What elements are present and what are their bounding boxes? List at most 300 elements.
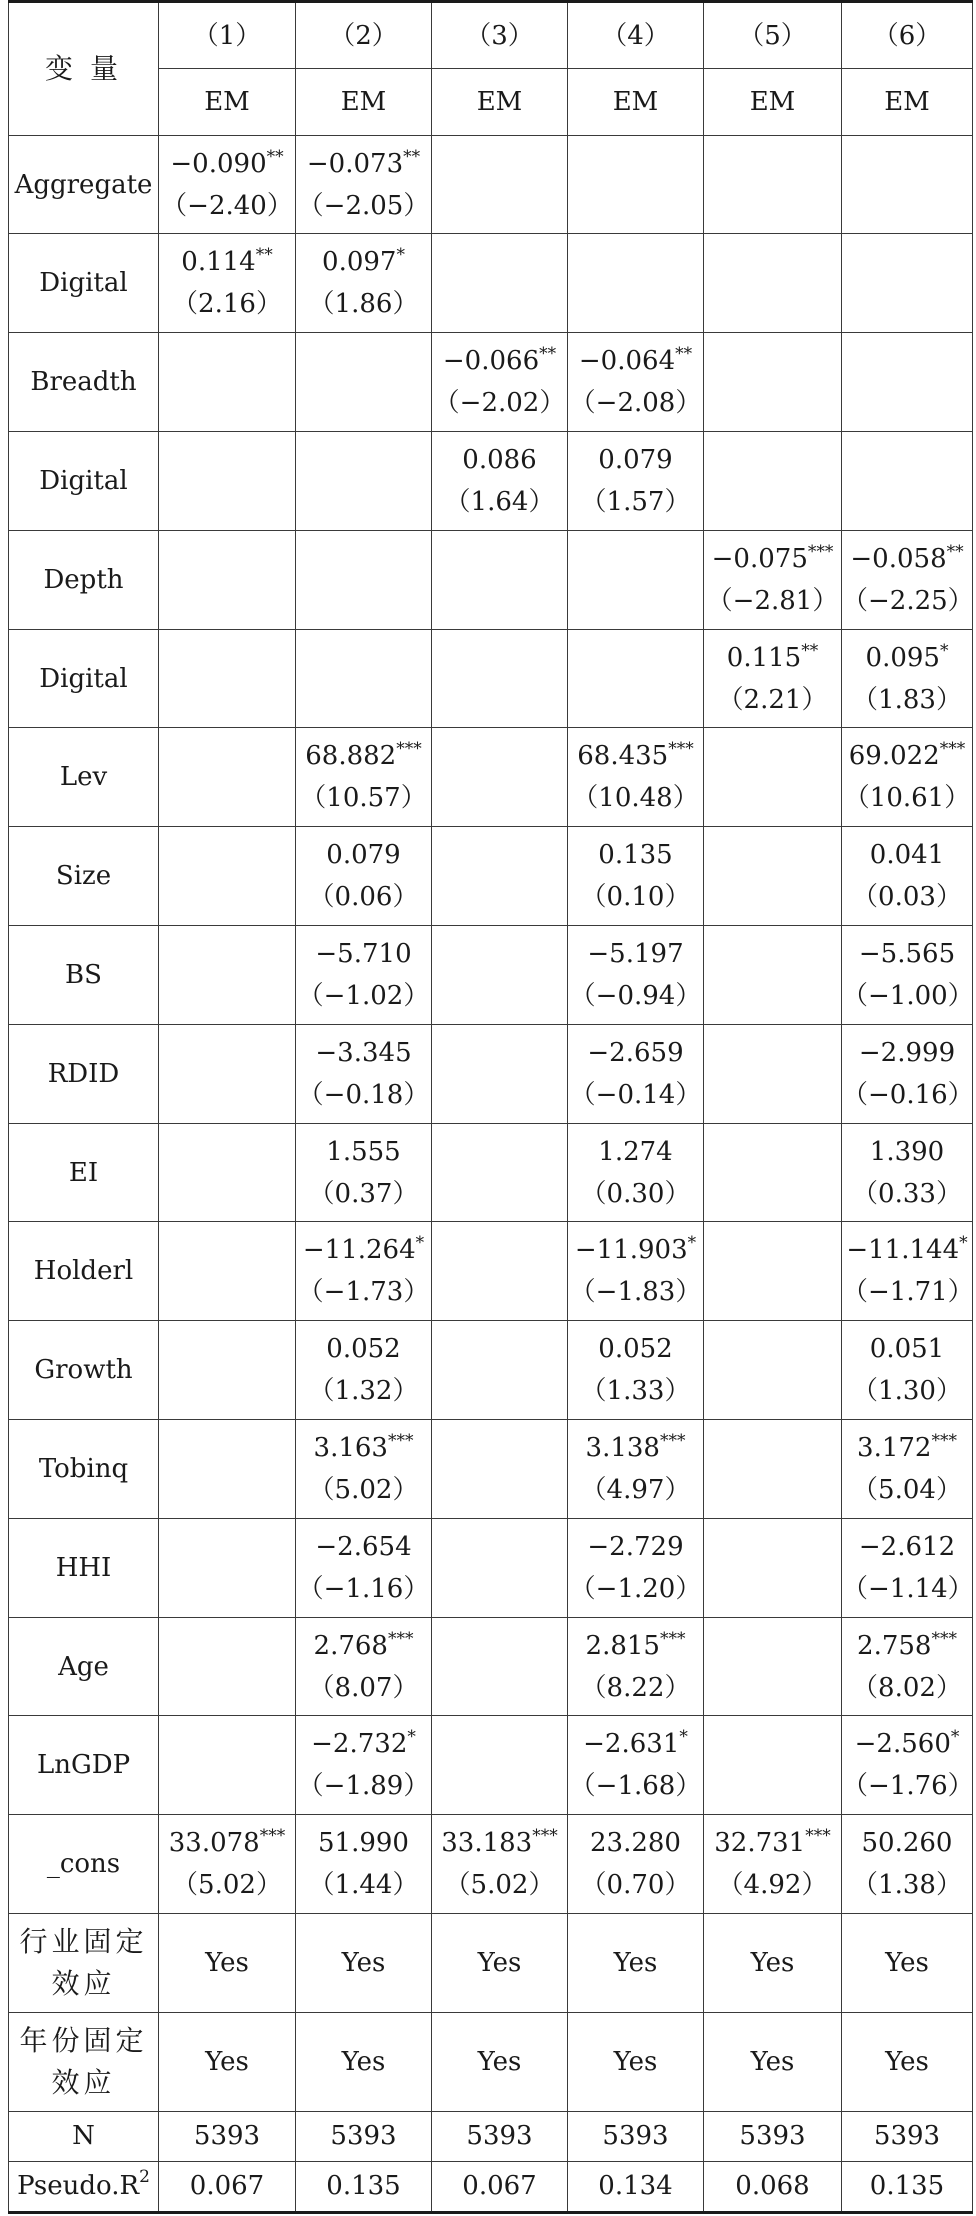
coefficient-value: −2.612	[858, 1531, 956, 1562]
t-statistic: （0.70）	[580, 1870, 691, 1901]
coefficient-value: −2.631	[583, 1729, 680, 1760]
coefficient-cell	[432, 530, 568, 629]
significance-stars: *	[687, 1233, 697, 1254]
coefficient-value: 32.731	[714, 1828, 806, 1859]
coefficient-line	[842, 1526, 972, 1568]
coefficient-cell	[704, 1518, 842, 1617]
coefficient-cell	[296, 827, 432, 926]
coefficient-line	[568, 735, 703, 777]
coefficient-cell	[568, 432, 704, 531]
t-statistic: （0.33）	[852, 1178, 962, 1209]
coefficient-line	[296, 1625, 431, 1667]
statistic-value: 5393	[159, 2111, 296, 2161]
significance-stars: **	[403, 146, 421, 167]
column-number-header: （2）	[296, 2, 432, 69]
column-number-header: （5）	[704, 2, 842, 69]
fixed-effect-label-line1: 年份固定	[19, 2023, 148, 2057]
statistic-label	[9, 2161, 159, 2212]
coefficient-row	[9, 1420, 973, 1519]
coefficient-value: −0.073	[306, 148, 404, 179]
row-label: RDID	[9, 1024, 159, 1123]
coefficient-cell	[432, 234, 568, 333]
header-row-columns	[9, 2, 973, 69]
coefficient-cell	[704, 1420, 842, 1519]
coefficient-line	[568, 1328, 703, 1370]
coefficient-value: 0.114	[181, 247, 256, 278]
coefficient-cell	[432, 1716, 568, 1815]
coefficient-value: 0.052	[326, 1334, 401, 1365]
coefficient-cell	[432, 1123, 568, 1222]
significance-stars: *	[950, 1727, 960, 1748]
coefficient-cell	[296, 530, 432, 629]
coefficient-cell	[432, 1321, 568, 1420]
coefficient-cell	[842, 1123, 973, 1222]
coefficient-line	[296, 1822, 431, 1864]
t-statistic: （10.61）	[843, 783, 971, 814]
t-statistic: （5.02）	[172, 1870, 282, 1901]
coefficient-cell	[704, 728, 842, 827]
significance-stars: **	[801, 640, 819, 661]
coefficient-line	[432, 1822, 567, 1864]
coefficient-cell	[704, 926, 842, 1025]
column-number-header: （4）	[568, 2, 704, 69]
significance-stars: ***	[387, 1430, 414, 1451]
dependent-variable-header: EM	[296, 69, 432, 135]
coefficient-value: −0.058	[850, 543, 947, 574]
significance-stars: ***	[387, 1628, 414, 1649]
significance-stars: ***	[931, 1628, 957, 1649]
t-statistic: （2.16）	[172, 289, 282, 320]
t-statistic: （5.02）	[444, 1870, 555, 1901]
coefficient-cell	[296, 1716, 432, 1815]
significance-stars: ***	[939, 739, 966, 760]
t-statistic: （1.44）	[308, 1870, 419, 1901]
coefficient-line	[296, 1723, 431, 1765]
coefficient-cell	[704, 530, 842, 629]
row-label: Growth	[9, 1321, 159, 1420]
coefficient-value: −0.090	[170, 148, 267, 179]
coefficient-cell	[568, 926, 704, 1025]
coefficient-value: −11.903	[574, 1235, 688, 1266]
coefficient-cell	[432, 1617, 568, 1716]
t-statistic: （8.22）	[580, 1672, 691, 1703]
coefficient-cell	[568, 135, 704, 234]
coefficient-cell	[296, 1815, 432, 1914]
coefficient-row	[9, 135, 973, 234]
coefficient-cell	[159, 530, 296, 629]
coefficient-value: 50.260	[861, 1828, 953, 1859]
coefficient-cell	[568, 1222, 704, 1321]
coefficient-cell	[704, 432, 842, 531]
coefficient-cell	[842, 1321, 973, 1420]
coefficient-value: 0.135	[598, 840, 673, 871]
significance-stars: **	[266, 146, 284, 167]
significance-stars: ***	[931, 1430, 957, 1451]
coefficient-row	[9, 1321, 973, 1420]
coefficient-cell	[432, 1222, 568, 1321]
coefficient-row	[9, 926, 973, 1025]
coefficient-cell	[704, 827, 842, 926]
fixed-effect-label-line2: 效应	[51, 2065, 116, 2099]
coefficient-cell	[159, 1716, 296, 1815]
coefficient-line	[296, 1229, 431, 1271]
row-label: Age	[9, 1617, 159, 1716]
coefficient-value: 3.163	[313, 1432, 388, 1463]
statistic-value: 5393	[296, 2111, 432, 2161]
significance-stars: *	[415, 1233, 425, 1254]
coefficient-line	[568, 439, 703, 481]
coefficient-cell	[432, 1420, 568, 1519]
coefficient-line	[159, 143, 295, 185]
coefficient-cell	[432, 432, 568, 531]
coefficient-cell	[704, 1222, 842, 1321]
t-statistic: （−1.20）	[569, 1573, 702, 1604]
coefficient-value: −2.999	[858, 1037, 956, 1068]
significance-stars: *	[407, 1727, 416, 1748]
t-statistic: （−1.83）	[569, 1277, 702, 1308]
statistic-value: 0.067	[432, 2161, 568, 2212]
coefficient-line	[296, 1032, 431, 1074]
coefficient-cell	[704, 1024, 842, 1123]
statistic-label-text: N	[72, 2121, 95, 2152]
t-statistic: （1.57）	[580, 486, 691, 517]
coefficient-line	[568, 1131, 703, 1173]
dependent-variable-header: EM	[159, 69, 296, 135]
t-statistic: （−1.68）	[569, 1771, 702, 1802]
row-label: Depth	[9, 530, 159, 629]
coefficient-cell	[842, 1518, 973, 1617]
coefficient-cell	[704, 234, 842, 333]
fixed-effect-value: Yes	[432, 1914, 568, 2013]
coefficient-cell	[296, 1420, 432, 1519]
coefficient-value: −5.565	[858, 938, 956, 969]
coefficient-line	[842, 933, 972, 975]
t-statistic: （−1.02）	[297, 980, 430, 1011]
coefficient-line	[296, 735, 431, 777]
coefficient-line	[568, 1032, 703, 1074]
t-statistic: （−2.05）	[297, 190, 430, 221]
coefficient-cell	[842, 1815, 973, 1914]
coefficient-cell	[432, 1815, 568, 1914]
coefficient-value: 51.990	[318, 1828, 409, 1859]
coefficient-cell	[568, 1716, 704, 1815]
row-label: Lev	[9, 728, 159, 827]
coefficient-line	[159, 241, 295, 283]
coefficient-value: 3.138	[585, 1432, 660, 1463]
coefficient-cell	[842, 1617, 973, 1716]
coefficient-cell	[159, 1420, 296, 1519]
coefficient-cell	[568, 629, 704, 728]
coefficient-cell	[842, 1420, 973, 1519]
significance-stars: *	[679, 1727, 688, 1748]
coefficient-cell	[159, 333, 296, 432]
coefficient-line	[568, 1526, 703, 1568]
t-statistic: （1.64）	[444, 486, 555, 517]
fixed-effect-value: Yes	[842, 1914, 973, 2013]
coefficient-cell	[159, 1518, 296, 1617]
t-statistic: （4.92）	[717, 1870, 828, 1901]
coefficient-row	[9, 333, 973, 432]
coefficient-value: 0.095	[865, 642, 940, 673]
t-statistic: （−1.16）	[297, 1573, 430, 1604]
t-statistic: （−1.71）	[842, 1277, 974, 1308]
coefficient-value: −5.710	[315, 938, 412, 969]
significance-stars: ***	[668, 739, 694, 760]
coefficient-cell	[568, 333, 704, 432]
t-statistic: （−2.02）	[433, 388, 566, 419]
coefficient-cell	[296, 926, 432, 1025]
row-label: EI	[9, 1123, 159, 1222]
coefficient-cell	[159, 1222, 296, 1321]
coefficient-cell	[432, 827, 568, 926]
coefficient-line	[296, 1131, 431, 1173]
coefficient-cell	[704, 629, 842, 728]
coefficient-row	[9, 1617, 973, 1716]
coefficient-value: 0.041	[869, 840, 945, 871]
coefficient-line	[568, 933, 703, 975]
t-statistic: （−2.25）	[842, 585, 974, 616]
coefficient-cell	[842, 1716, 973, 1815]
coefficient-cell	[568, 728, 704, 827]
fixed-effect-row	[9, 1914, 973, 2013]
coefficient-cell	[159, 728, 296, 827]
coefficient-cell	[296, 1321, 432, 1420]
coefficient-cell	[159, 1123, 296, 1222]
coefficient-cell	[568, 530, 704, 629]
coefficient-value: 1.390	[869, 1136, 945, 1167]
statistic-value: 0.068	[704, 2161, 842, 2212]
coefficient-cell	[704, 135, 842, 234]
coefficient-line	[842, 1427, 972, 1469]
coefficient-cell	[159, 629, 296, 728]
fixed-effect-label-line1: 行业固定	[19, 1924, 148, 1958]
coefficient-cell	[159, 1617, 296, 1716]
coefficient-value: 68.435	[577, 741, 669, 772]
coefficient-value: 0.052	[598, 1334, 673, 1365]
t-statistic: （0.37）	[308, 1178, 419, 1209]
coefficient-line	[296, 933, 431, 975]
coefficient-cell	[296, 1518, 432, 1617]
coefficient-row	[9, 432, 973, 531]
fixed-effect-value: Yes	[704, 2012, 842, 2111]
fixed-effect-value: Yes	[432, 2012, 568, 2111]
row-label: BS	[9, 926, 159, 1025]
statistic-label-superscript: 2	[139, 2167, 150, 2188]
significance-stars: **	[675, 344, 693, 365]
coefficient-value: 0.051	[869, 1334, 945, 1365]
coefficient-line	[568, 1723, 703, 1765]
coefficient-cell	[842, 1222, 973, 1321]
coefficient-line	[432, 340, 567, 382]
significance-stars: ***	[805, 1826, 831, 1847]
statistic-row	[9, 2111, 973, 2161]
coefficient-line	[568, 1625, 703, 1667]
significance-stars: **	[255, 245, 273, 266]
coefficient-row	[9, 827, 973, 926]
table-body	[9, 2, 973, 2213]
coefficient-line	[568, 834, 703, 876]
row-label: HHI	[9, 1518, 159, 1617]
coefficient-cell	[568, 827, 704, 926]
coefficient-value: 1.274	[598, 1136, 673, 1167]
coefficient-cell	[296, 234, 432, 333]
statistic-value: 5393	[704, 2111, 842, 2161]
coefficient-value: 2.758	[857, 1630, 932, 1661]
significance-stars: ***	[259, 1826, 286, 1847]
row-label: Digital	[9, 432, 159, 531]
coefficient-row	[9, 1123, 973, 1222]
coefficient-value: 2.768	[313, 1630, 388, 1661]
coefficient-line	[568, 1822, 703, 1864]
t-statistic: （−1.76）	[842, 1771, 974, 1802]
significance-stars: **	[539, 344, 557, 365]
coefficient-value: 68.882	[305, 741, 397, 772]
row-label: LnGDP	[9, 1716, 159, 1815]
coefficient-row	[9, 629, 973, 728]
coefficient-line	[296, 241, 431, 283]
coefficient-cell	[432, 926, 568, 1025]
t-statistic: （1.33）	[580, 1376, 691, 1407]
coefficient-cell	[432, 1024, 568, 1123]
t-statistic: （1.32）	[308, 1376, 419, 1407]
coefficient-cell	[568, 1518, 704, 1617]
fixed-effect-value: Yes	[296, 2012, 432, 2111]
coefficient-line	[842, 1131, 972, 1173]
significance-stars: ***	[659, 1628, 686, 1649]
coefficient-line	[842, 1723, 972, 1765]
t-statistic: （−0.14）	[569, 1079, 702, 1110]
row-label: Holderl	[9, 1222, 159, 1321]
coefficient-row	[9, 234, 973, 333]
coefficient-row	[9, 728, 973, 827]
coefficient-value: 0.086	[462, 444, 537, 475]
coefficient-cell	[704, 1321, 842, 1420]
significance-stars: *	[959, 1233, 968, 1254]
coefficient-value: −2.732	[311, 1729, 408, 1760]
t-statistic: （−1.89）	[297, 1771, 430, 1802]
dependent-variable-header: EM	[704, 69, 842, 135]
row-label: _cons	[9, 1815, 159, 1914]
coefficient-cell	[159, 432, 296, 531]
coefficient-cell	[432, 135, 568, 234]
coefficient-line	[568, 1229, 703, 1271]
coefficient-cell	[432, 1518, 568, 1617]
coefficient-line	[842, 834, 972, 876]
column-number-header: （6）	[842, 2, 973, 69]
significance-stars: *	[939, 640, 949, 661]
t-statistic: （8.02）	[852, 1672, 962, 1703]
fixed-effect-value: Yes	[568, 1914, 704, 2013]
coefficient-cell	[159, 135, 296, 234]
coefficient-value: 69.022	[848, 741, 940, 772]
coefficient-line	[159, 1822, 295, 1864]
coefficient-cell	[296, 1123, 432, 1222]
t-statistic: （5.02）	[308, 1474, 419, 1505]
coefficient-cell	[842, 135, 973, 234]
coefficient-cell	[842, 728, 973, 827]
t-statistic: （−0.18）	[297, 1079, 430, 1110]
t-statistic: （10.48）	[572, 783, 699, 814]
significance-stars: ***	[396, 739, 422, 760]
coefficient-line	[296, 1427, 431, 1469]
statistic-value: 0.134	[568, 2161, 704, 2212]
coefficient-value: 1.555	[326, 1136, 401, 1167]
coefficient-cell	[159, 926, 296, 1025]
coefficient-value: 0.079	[326, 840, 401, 871]
t-statistic: （1.86）	[308, 289, 419, 320]
t-statistic: （1.30）	[852, 1376, 962, 1407]
coefficient-line	[842, 538, 972, 580]
significance-stars: ***	[532, 1826, 558, 1847]
coefficient-cell	[842, 1024, 973, 1123]
coefficient-cell	[568, 1123, 704, 1222]
coefficient-line	[432, 439, 567, 481]
coefficient-cell	[159, 1321, 296, 1420]
coefficient-value: −11.144	[846, 1235, 960, 1266]
column-number-header: （3）	[432, 2, 568, 69]
coefficient-line	[704, 1822, 841, 1864]
row-label: Size	[9, 827, 159, 926]
t-statistic: （1.38）	[852, 1870, 962, 1901]
coefficient-value: 0.097	[322, 247, 397, 278]
coefficient-value: −11.264	[302, 1235, 416, 1266]
coefficient-cell	[159, 1024, 296, 1123]
coefficient-value: 33.183	[441, 1828, 533, 1859]
coefficient-cell	[432, 333, 568, 432]
t-statistic: （−1.14）	[842, 1573, 974, 1604]
coefficient-cell	[159, 827, 296, 926]
coefficient-line	[842, 735, 972, 777]
variable-header: 变 量	[9, 2, 159, 136]
coefficient-line	[842, 637, 972, 679]
coefficient-line	[842, 1625, 972, 1667]
coefficient-row	[9, 1815, 973, 1914]
coefficient-value: −5.197	[587, 938, 684, 969]
coefficient-cell	[568, 234, 704, 333]
t-statistic: （−0.16）	[842, 1079, 974, 1110]
t-statistic: （5.04）	[852, 1474, 962, 1505]
t-statistic: （8.07）	[308, 1672, 419, 1703]
coefficient-value: −3.345	[315, 1037, 412, 1068]
coefficient-cell	[296, 629, 432, 728]
fixed-effect-row	[9, 2012, 973, 2111]
column-number-header: （1）	[159, 2, 296, 69]
t-statistic: （−0.94）	[569, 980, 702, 1011]
row-label: Digital	[9, 629, 159, 728]
coefficient-cell	[568, 1815, 704, 1914]
dependent-variable-header: EM	[842, 69, 973, 135]
significance-stars: **	[946, 541, 964, 562]
fixed-effect-value: Yes	[296, 1914, 432, 2013]
coefficient-cell	[704, 1716, 842, 1815]
coefficient-cell	[568, 1617, 704, 1716]
coefficient-value: −0.066	[442, 346, 540, 377]
t-statistic: （4.97）	[580, 1474, 691, 1505]
coefficient-cell	[296, 1024, 432, 1123]
coefficient-line	[568, 1427, 703, 1469]
coefficient-line	[842, 1328, 972, 1370]
t-statistic: （0.06）	[308, 882, 419, 913]
statistic-value: 0.135	[296, 2161, 432, 2212]
fixed-effect-value: Yes	[704, 1914, 842, 2013]
significance-stars: ***	[807, 541, 834, 562]
coefficient-value: −2.654	[315, 1531, 412, 1562]
coefficient-value: −0.075	[711, 543, 808, 574]
coefficient-cell	[704, 1815, 842, 1914]
statistic-value: 5393	[432, 2111, 568, 2161]
coefficient-row	[9, 530, 973, 629]
t-statistic: （2.21）	[717, 684, 828, 715]
